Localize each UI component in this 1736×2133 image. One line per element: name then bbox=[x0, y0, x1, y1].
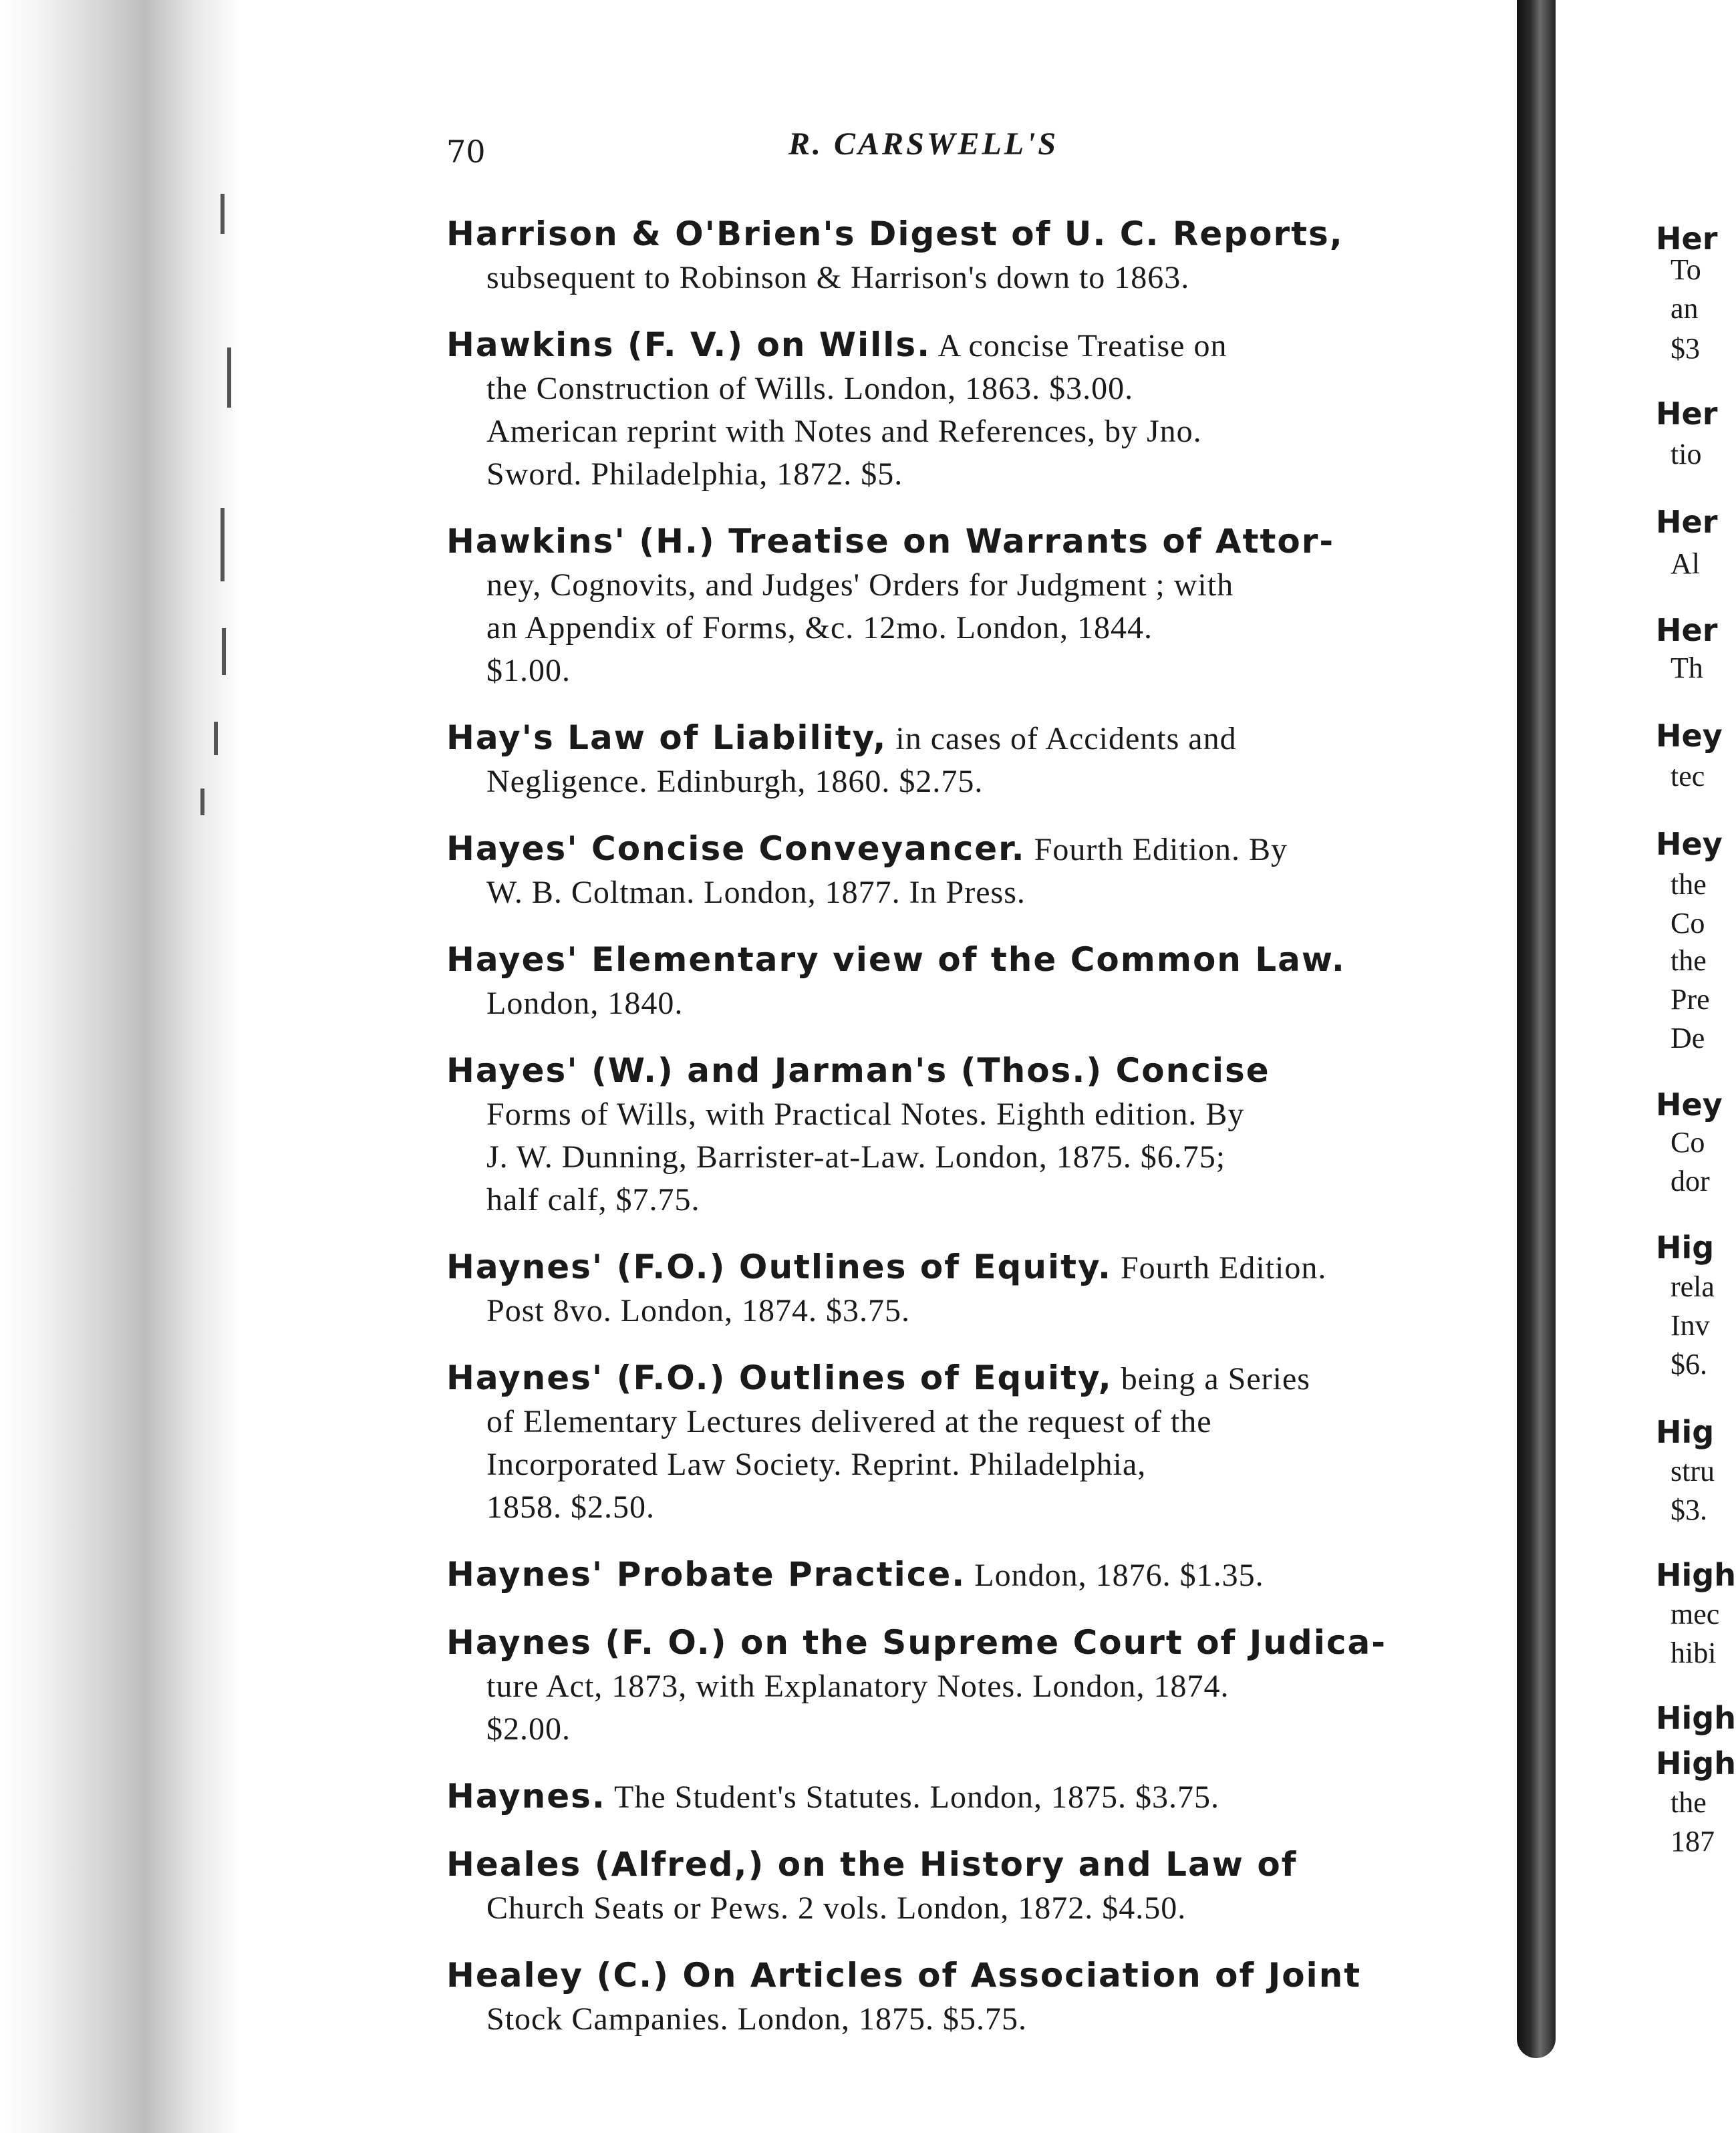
entry-heading: Healey (C.) On Articles of Association of Joint bbox=[446, 1956, 1362, 1995]
entry-detail-line bbox=[446, 564, 1449, 607]
entry-text: the Construction of Wills. London, 1863. $3.00. bbox=[486, 371, 1134, 406]
entry-title-line bbox=[446, 1049, 1449, 1093]
entry-heading: Harrison & O'Brien's Digest of U. C. Reports, bbox=[446, 215, 1344, 253]
entry-detail-line bbox=[446, 982, 1449, 1025]
entry-detail-line bbox=[446, 453, 1449, 496]
page-bottom-margin bbox=[241, 2078, 1524, 2133]
facing-page-text-fragment: Co bbox=[1671, 907, 1705, 940]
facing-page-text-fragment: tio bbox=[1671, 438, 1702, 470]
facing-page-text-fragment: $6. bbox=[1671, 1348, 1707, 1381]
entry-title-line bbox=[446, 1553, 1449, 1597]
facing-page-text-fragment: De bbox=[1671, 1022, 1705, 1054]
catalogue-entry bbox=[446, 1621, 1449, 1751]
facing-page-text-fragment: mec bbox=[1671, 1598, 1720, 1630]
facing-page-text-fragment: Her bbox=[1656, 504, 1718, 540]
entry-detail-line bbox=[446, 1290, 1449, 1332]
entry-heading: Haynes (F. O.) on the Supreme Court of Judica- bbox=[446, 1623, 1387, 1662]
catalogue-entry bbox=[446, 1954, 1449, 2041]
entry-heading: Hayes' Concise Conveyancer. bbox=[446, 829, 1026, 868]
facing-page-text-fragment: High bbox=[1656, 1745, 1736, 1782]
entry-text: half calf, $7.75. bbox=[486, 1182, 700, 1218]
entry-text: London, 1840. bbox=[486, 986, 684, 1021]
entry-heading: Hayes' (W.) and Jarman's (Thos.) Concise bbox=[446, 1051, 1270, 1090]
facing-page-text-fragment: $3 bbox=[1671, 332, 1700, 365]
page-edge-mark bbox=[222, 628, 226, 675]
catalogue-entry bbox=[446, 938, 1449, 1025]
book-spine bbox=[1517, 0, 1556, 2058]
facing-page-text-fragment: $3. bbox=[1671, 1494, 1707, 1526]
facing-page-text-fragment: High bbox=[1656, 1700, 1736, 1736]
facing-page-text-fragment: Co bbox=[1671, 1126, 1705, 1159]
entry-detail-line bbox=[446, 760, 1449, 803]
entry-text: subsequent to Robinson & Harrison's down to 1863. bbox=[486, 260, 1190, 295]
entry-heading: Haynes' (F.O.) Outlines of Equity, bbox=[446, 1359, 1113, 1397]
entry-title-line bbox=[446, 1954, 1449, 1998]
entry-text: Fourth Edition. bbox=[1111, 1250, 1327, 1286]
entry-text: ney, Cognovits, and Judges' Orders for Judgment ; with bbox=[486, 567, 1234, 603]
facing-page-text-fragment: Hey bbox=[1656, 826, 1723, 862]
entry-title-line bbox=[446, 1621, 1449, 1665]
entry-detail-line bbox=[446, 1401, 1449, 1443]
entry-detail-line bbox=[446, 1486, 1449, 1529]
facing-page-text-fragment: an bbox=[1671, 292, 1699, 325]
facing-page-text-fragment: 187 bbox=[1671, 1825, 1715, 1858]
facing-page-text-fragment: Hig bbox=[1656, 1414, 1715, 1450]
entry-text: The Student's Statutes. London, 1875. $3.75. bbox=[605, 1780, 1219, 1815]
entry-title-line bbox=[446, 1843, 1449, 1887]
catalogue-entry bbox=[446, 1246, 1449, 1332]
entry-detail-line bbox=[446, 1665, 1449, 1708]
facing-page-fragments bbox=[1656, 0, 1736, 2133]
entry-heading: Hawkins (F. V.) on Wills. bbox=[446, 325, 931, 364]
entry-text: Stock Campanies. London, 1875. $5.75. bbox=[486, 2001, 1027, 2037]
catalogue-entry bbox=[446, 827, 1449, 914]
catalogue-entries bbox=[446, 212, 1449, 2065]
facing-page-text-fragment: To bbox=[1671, 253, 1701, 286]
entry-detail-line bbox=[446, 1443, 1449, 1486]
entry-text: Incorporated Law Society. Reprint. Philadelphia, bbox=[486, 1447, 1147, 1482]
entry-detail-line bbox=[446, 410, 1449, 453]
entry-title-line bbox=[446, 520, 1449, 564]
entry-text: W. B. Coltman. London, 1877. In Press. bbox=[486, 875, 1026, 910]
entry-text: $2.00. bbox=[486, 1711, 571, 1747]
facing-page-text-fragment: High bbox=[1656, 1557, 1736, 1593]
facing-page-text-fragment: the bbox=[1671, 1786, 1707, 1819]
facing-page-text-fragment: Inv bbox=[1671, 1309, 1710, 1342]
facing-page-text-fragment: Her bbox=[1656, 396, 1718, 432]
page-edge-mark bbox=[227, 347, 231, 408]
facing-page-text-fragment: the bbox=[1671, 944, 1707, 977]
entry-title-line bbox=[446, 938, 1449, 982]
page-edge-mark bbox=[221, 194, 225, 234]
entry-text: Sword. Philadelphia, 1872. $5. bbox=[486, 456, 903, 492]
facing-page-text-fragment: Her bbox=[1656, 221, 1718, 257]
entry-text: Fourth Edition. By bbox=[1025, 832, 1288, 867]
entry-text: A concise Treatise on bbox=[931, 328, 1227, 364]
entry-title-line bbox=[446, 827, 1449, 871]
catalogue-entry bbox=[446, 1553, 1449, 1597]
entry-title-line bbox=[446, 1357, 1449, 1401]
facing-page-text-fragment: Pre bbox=[1671, 983, 1710, 1016]
entry-title-line bbox=[446, 212, 1449, 257]
catalogue-entry bbox=[446, 1049, 1449, 1222]
page-number: 70 bbox=[446, 134, 486, 170]
facing-page-text-fragment: hibi bbox=[1671, 1637, 1717, 1669]
entry-detail-line bbox=[446, 257, 1449, 299]
entry-heading: Hayes' Elementary view of the Common Law. bbox=[446, 940, 1346, 979]
entry-heading: Haynes' (F.O.) Outlines of Equity. bbox=[446, 1248, 1112, 1286]
entry-text: Negligence. Edinburgh, 1860. $2.75. bbox=[486, 764, 984, 799]
entry-heading: Hawkins' (H.) Treatise on Warrants of Attor- bbox=[446, 522, 1335, 561]
entry-heading: Haynes. bbox=[446, 1777, 606, 1816]
catalogue-entry bbox=[446, 716, 1449, 803]
entry-detail-line bbox=[446, 1093, 1449, 1136]
entry-detail-line bbox=[446, 1136, 1449, 1179]
catalogue-entry bbox=[446, 1357, 1449, 1529]
entry-title-line bbox=[446, 716, 1449, 760]
entry-text: Church Seats or Pews. 2 vols. London, 1872. $4.50. bbox=[486, 1890, 1187, 1926]
facing-page-text-fragment: Th bbox=[1671, 652, 1703, 684]
entry-text: $1.00. bbox=[486, 653, 571, 688]
facing-page-text-fragment: the bbox=[1671, 868, 1707, 901]
entry-detail-line bbox=[446, 1179, 1449, 1222]
entry-text: an Appendix of Forms, &c. 12mo. London, 1844. bbox=[486, 610, 1153, 646]
entry-text: of Elementary Lectures delivered at the request of the bbox=[486, 1404, 1212, 1439]
entry-title-line bbox=[446, 323, 1449, 368]
facing-page-text-fragment: stru bbox=[1671, 1455, 1715, 1487]
catalogue-entry bbox=[446, 323, 1449, 496]
catalogue-entry bbox=[446, 1843, 1449, 1930]
entry-detail-line bbox=[446, 368, 1449, 410]
facing-page-text-fragment: Hey bbox=[1656, 718, 1723, 754]
facing-page-text-fragment: dor bbox=[1671, 1165, 1710, 1197]
facing-page-text-fragment: Her bbox=[1656, 612, 1718, 648]
catalogue-entry bbox=[446, 520, 1449, 692]
facing-page-text-fragment: rela bbox=[1671, 1270, 1715, 1303]
facing-page-text-fragment: Al bbox=[1671, 547, 1700, 580]
page-edge-mark bbox=[214, 722, 218, 755]
entry-heading: Haynes' Probate Practice. bbox=[446, 1555, 966, 1594]
entry-title-line bbox=[446, 1246, 1449, 1290]
entry-text: J. W. Dunning, Barrister-at-Law. London, 1875. $6.75; bbox=[486, 1139, 1226, 1175]
facing-page-text-fragment: tec bbox=[1671, 760, 1705, 793]
catalogue-entry bbox=[446, 1775, 1449, 1819]
page-edge-mark bbox=[200, 789, 204, 815]
book-page-edges bbox=[0, 0, 241, 2133]
entry-detail-line bbox=[446, 1708, 1449, 1751]
entry-text: being a Series bbox=[1112, 1361, 1310, 1397]
entry-text: Forms of Wills, with Practical Notes. Eighth edition. By bbox=[486, 1097, 1245, 1132]
entry-text: London, 1876. $1.35. bbox=[966, 1558, 1264, 1593]
entry-heading: Hay's Law of Liability, bbox=[446, 718, 887, 757]
entry-text: American reprint with Notes and References, by Jno. bbox=[486, 414, 1202, 449]
entry-detail-line bbox=[446, 607, 1449, 650]
entry-heading: Heales (Alfred,) on the History and Law of bbox=[446, 1845, 1298, 1884]
running-head: R. CARSWELL'S bbox=[788, 126, 1059, 162]
entry-text: 1858. $2.50. bbox=[486, 1489, 655, 1525]
page-edge-mark bbox=[221, 508, 225, 581]
entry-text: ture Act, 1873, with Explanatory Notes. London, 1874. bbox=[486, 1669, 1229, 1704]
entry-detail-line bbox=[446, 871, 1449, 914]
facing-page-text-fragment: Hey bbox=[1656, 1087, 1723, 1123]
entry-text: Post 8vo. London, 1874. $3.75. bbox=[486, 1293, 911, 1328]
entry-detail-line bbox=[446, 1998, 1449, 2041]
entry-text: in cases of Accidents and bbox=[887, 721, 1237, 756]
entry-detail-line bbox=[446, 650, 1449, 692]
entry-detail-line bbox=[446, 1887, 1449, 1930]
facing-page-text-fragment: Hig bbox=[1656, 1230, 1715, 1266]
catalogue-entry bbox=[446, 212, 1449, 299]
entry-title-line bbox=[446, 1775, 1449, 1819]
